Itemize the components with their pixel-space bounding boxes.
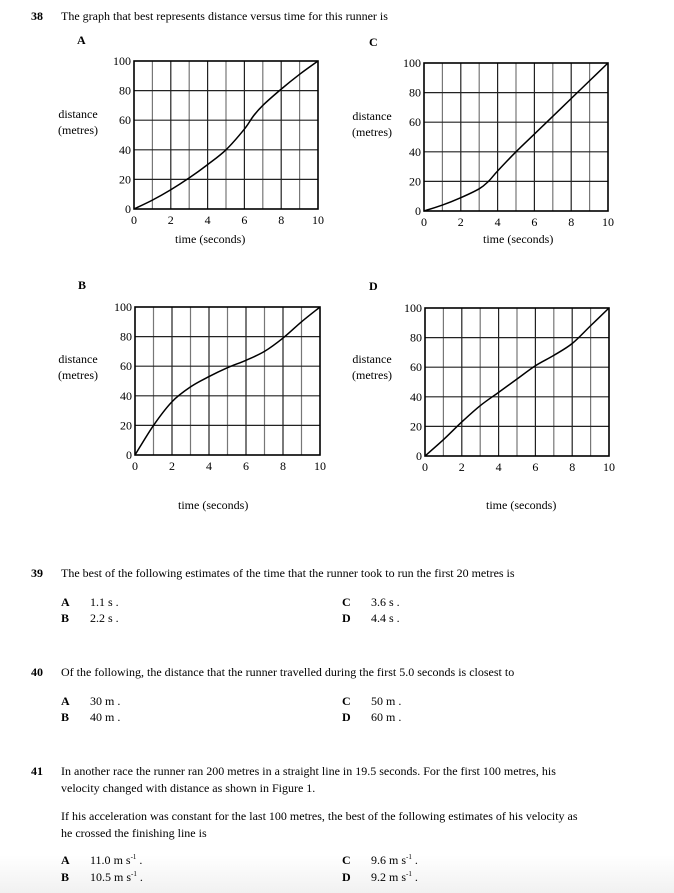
x-tick-label: 4 <box>204 213 211 227</box>
x-tick-label: 0 <box>421 215 427 229</box>
question-text: The graph that best represents distance versus time for this runner is <box>61 9 388 23</box>
x-tick-label: 6 <box>241 213 248 227</box>
x-tick-label: 0 <box>131 213 137 227</box>
question-text-line1: In another race the runner ran 200 metres in a straight line in 19.5 seconds. For the first 100 metres, his <box>61 764 556 778</box>
y-axis-label-line2: (metres) <box>58 368 98 382</box>
y-tick-label: 40 <box>120 388 132 403</box>
question-number: 41 <box>31 764 43 778</box>
option-letter: D <box>342 611 351 625</box>
option-letter: B <box>61 611 70 625</box>
y-tick-label: 20 <box>119 172 131 187</box>
x-tick-label: 10 <box>602 215 614 229</box>
x-tick-label: 8 <box>568 215 575 229</box>
x-tick-label: 6 <box>531 215 538 229</box>
graph-label-c[interactable]: C <box>369 35 378 49</box>
option-letter: A <box>61 694 70 708</box>
y-tick-label: 80 <box>119 83 131 98</box>
option-letter: A <box>61 853 70 867</box>
question-text2-line1: If his acceleration was constant for the last 100 metres, the best of the following estimates of his velocity as <box>61 809 578 823</box>
option-value: 60 m . <box>371 710 402 724</box>
option-letter: B <box>61 870 70 884</box>
y-axis-label-line2: (metres) <box>352 125 392 139</box>
x-tick-label: 8 <box>569 460 576 474</box>
option-value: 11.0 m $s^{-1}$ . <box>90 853 143 867</box>
x-tick-label: 2 <box>167 213 174 227</box>
y-axis-label-line2: (metres) <box>58 123 98 137</box>
y-tick-label: 0 <box>125 202 131 216</box>
x-tick-label: 2 <box>169 459 175 473</box>
graph-label-b[interactable]: B <box>78 278 87 292</box>
x-tick-label: 0 <box>422 460 428 474</box>
question-number: 38 <box>31 9 43 23</box>
x-axis-label: time (seconds) <box>175 232 246 246</box>
option-value: 40 m . <box>90 710 121 724</box>
x-tick-label: 4 <box>206 459 212 473</box>
y-tick-label: 0 <box>415 204 421 218</box>
y-tick-label: 0 <box>416 449 422 463</box>
x-tick-label: 4 <box>494 215 501 229</box>
x-tick-label: 6 <box>243 459 249 473</box>
x-tick-label: 0 <box>132 459 138 473</box>
option-letter: D <box>342 710 351 724</box>
option-value: 10.5 m $s^{-1}$ . <box>90 870 143 884</box>
y-tick-label: 80 <box>409 85 421 100</box>
x-axis-label: time (seconds) <box>178 498 249 512</box>
x-axis-label: time (seconds) <box>486 498 557 512</box>
question-text2-line2: he crossed the finishing line is <box>61 826 207 840</box>
y-tick-label: 20 <box>120 418 132 433</box>
y-tick-label: 40 <box>409 144 421 159</box>
x-tick-label: 4 <box>495 460 502 474</box>
option-value: 9.6 m $s^{-1}$ . <box>371 853 418 867</box>
question-text: Of the following, the distance that the runner travelled during the first 5.0 seconds is closest to <box>61 665 515 679</box>
x-tick-label: 8 <box>280 459 286 473</box>
y-tick-label: 100 <box>114 300 132 314</box>
x-tick-label: 10 <box>312 213 324 227</box>
x-tick-label: 10 <box>314 459 326 473</box>
y-tick-label: 20 <box>410 419 422 434</box>
y-tick-label: 20 <box>409 174 421 189</box>
y-tick-label: 60 <box>410 360 422 375</box>
question-number: 40 <box>31 665 43 679</box>
option-value: 50 m . <box>371 694 402 708</box>
option-letter: D <box>342 870 351 884</box>
y-axis-label-line1: distance <box>352 109 392 123</box>
x-tick-label: 2 <box>458 460 465 474</box>
graph-label-a[interactable]: A <box>77 33 86 47</box>
option-value: 9.2 m $s^{-1}$ . <box>371 870 418 884</box>
y-tick-label: 80 <box>120 329 132 344</box>
option-letter: B <box>61 710 70 724</box>
question-text-line2: velocity changed with distance as shown in Figure 1. <box>61 781 316 795</box>
option-value: 4.4 s . <box>371 611 400 625</box>
y-tick-label: 60 <box>120 359 132 374</box>
option-letter: C <box>342 853 351 867</box>
question-text: The best of the following estimates of the time that the runner took to run the first 20 metres is <box>61 566 515 580</box>
y-axis-label-line2: (metres) <box>352 368 392 382</box>
y-tick-label: 0 <box>126 448 132 462</box>
option-letter: A <box>61 595 70 609</box>
y-tick-label: 100 <box>404 301 422 315</box>
option-letter: C <box>342 595 351 609</box>
x-tick-label: 6 <box>532 460 539 474</box>
y-tick-label: 60 <box>119 113 131 128</box>
y-axis-label-line1: distance <box>58 107 98 121</box>
y-tick-label: 60 <box>409 115 421 130</box>
option-value: 1.1 s . <box>90 595 119 609</box>
question-number: 39 <box>31 566 43 580</box>
y-axis-label-line1: distance <box>58 352 98 366</box>
y-tick-label: 80 <box>410 330 422 345</box>
y-tick-label: 100 <box>113 54 131 68</box>
y-tick-label: 40 <box>119 142 131 157</box>
option-letter: C <box>342 694 351 708</box>
y-tick-label: 100 <box>403 56 421 70</box>
graph-label-d[interactable]: D <box>369 279 378 293</box>
x-tick-label: 2 <box>457 215 464 229</box>
option-value: 3.6 s . <box>371 595 400 609</box>
y-axis-label-line1: distance <box>352 352 392 366</box>
x-axis-label: time (seconds) <box>483 232 554 246</box>
y-tick-label: 40 <box>410 389 422 404</box>
option-value: 2.2 s . <box>90 611 119 625</box>
x-tick-label: 8 <box>278 213 285 227</box>
option-value: 30 m . <box>90 694 121 708</box>
x-tick-label: 10 <box>603 460 615 474</box>
